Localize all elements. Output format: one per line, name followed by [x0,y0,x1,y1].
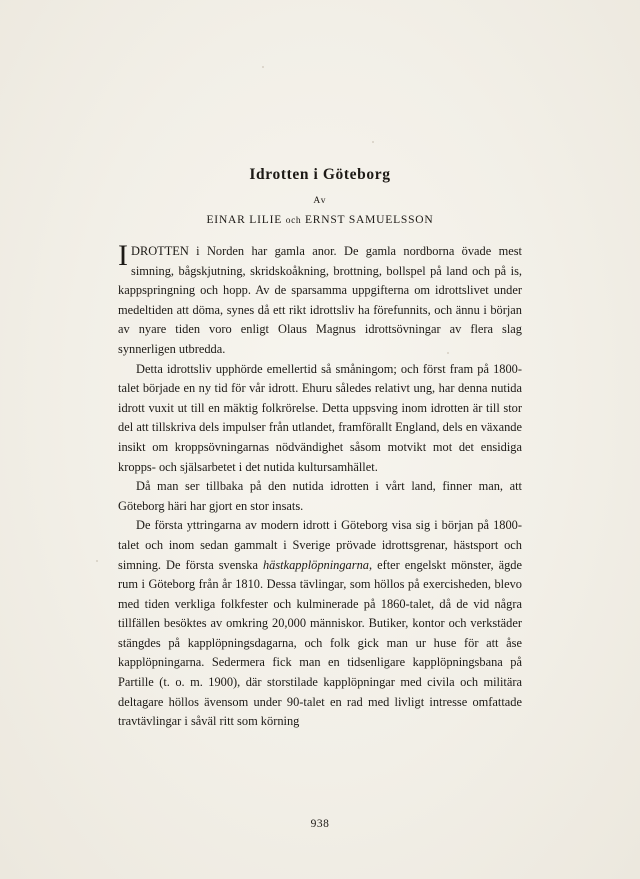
drop-cap: I [118,239,128,272]
author-first: EINAR LILIE [206,214,283,226]
paper-speck [262,66,264,68]
author-conjunction: och [285,216,302,226]
paragraph-2 [118,360,522,478]
paragraph-4 [118,516,522,732]
paper-speck [96,560,98,562]
paper-speck [372,141,374,143]
author-line [118,214,522,226]
page-folio: 938 [310,818,330,830]
article-body [118,166,522,732]
paragraph-1-text: DROTTEN i Norden har gamla anor. De gamla nordborna övade mest simning, bågskjutning, skridskoåkning, brottning, bollspel på land och på is, kappspringning och hopp. Av de sparsamma uppgifterna om idrottslivet under medeltiden att döma, synes då ett rikt idrottsliv ha förefunnits, och ännu i början av nyare tiden voro enligt Olaus Magnus idrottsövningar av flera slag synnerligen utbredda. [118,244,522,356]
paragraph-3-text: Då man ser tillbaka på den nutida idrotten i vårt land, finner man, att Göteborg häri har gjort en stor insats. [118,479,522,513]
author-second: ERNST SAMUELSSON [304,214,434,226]
paragraph-2-text: Detta idrottsliv upphörde emellertid så småningom; och först fram på 1800-talet började en ny tid för vår idrott. Ehuru således relativt ung, har denna nutida idrott vuxit ut till en mäktig folkrörelse. Detta uppsving inom idrotten är till stor del att tillskriva dels impulser från utlandet, framförallt England, dels en växande insikt om kroppsövningarnas nödvändighet såsom motvikt mot det ensidiga kropps- och själsarbetet i det nutida kultursamhället. [118,361,522,474]
paragraph-3 [118,477,522,516]
page-title: Idrotten i Göteborg [249,166,391,183]
paragraph-4-text: De första yttringarna av modern idrott i Göteborg visa sig i början på 1800-talet och inom sedan gammalt i Sverige prövade idrottsgrenar, hästsport och simning. De första svenska hästkapplöpningarna, efter engelskt mönster, ägde rum i Göteborg från år 1810. Dessa tävlingar, som höllos på exercisheden, blevo med tiden verkliga folkfester och kulminerade på 1860-talet, då de vid några tillfällen besöktes av omkring 20,000 människor. Butiker, kontor och verkstäder stängdes på kapplöpningsdagarna, och folk gick man ur huse för att åse kapplöpningarna. Sedermera fick man en tidsenligare kapplöpningsbana på Partille (t. o. m. 1900), där storstilade kapplöpningar med civila och militära deltagare höllos ävensom under 90-talet en rad med livligt intresse omfattade travtävlingar i såväl ritt som körning [118,518,522,729]
paragraph-1 [118,239,522,360]
italic-term: hästkapplöpningarna [262,557,369,572]
byline-label: Av [313,196,327,206]
